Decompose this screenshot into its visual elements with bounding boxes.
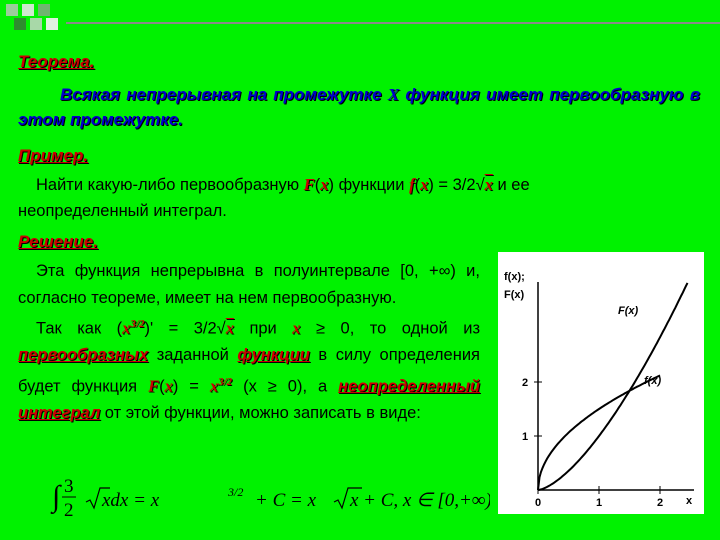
solution-p2-exp2: 3/2 [218, 375, 233, 388]
graph-xtick-label: 1 [596, 497, 603, 509]
solution-antiderivative-link[interactable]: первообразных [18, 346, 149, 364]
graph-xtick-label: 0 [535, 497, 542, 509]
graph-F-label: F(x) [618, 305, 639, 317]
solution-indefinite-integral-link[interactable]: неопределенный интеграл [18, 377, 481, 422]
graph-xtick-label: 2 [657, 497, 664, 509]
solution-p2-g: (x ≥ 0), [232, 377, 308, 395]
example-t2: функции [338, 176, 405, 194]
example-text: Найти какую-либо первообразную F(x) функции f(x) = 3/2√x и ее неопределенный интеграл. [18, 175, 530, 220]
formula-den: 2 [64, 500, 74, 521]
solution-text: Эта функция непрерывна в полуинтервале [0, +∞) и, согласно теореме, имеет на нем первообразную. Так как $(x^{3/2})' = 3/2√x$ при x ≥ 0, то одной из первообразных заданной функции в силу определения будет функция $F(x) = x^{3/2}$ (x ≥ 0), а неопределенный интеграл от этой функции, можно записать в виде: [18, 262, 481, 422]
formula-exp: 3/2 [228, 485, 244, 499]
solution-p2-Fx: x [164, 376, 173, 395]
example-x2: x [420, 175, 429, 194]
solution-p2-f: в силу определения будет функция [18, 346, 480, 395]
example-x3: x [484, 175, 493, 194]
example-f: f [409, 175, 415, 194]
example-t3: = 3/2√ [438, 176, 485, 194]
graph-ylabel-2: F(x) [504, 289, 525, 301]
solution-p1: Эта функция непрерывна в полуинтервале [0, +∞) и, согласно теореме, имеет на нем первообразную. [18, 262, 480, 307]
curve-F [538, 283, 688, 490]
formula-num: 3 [64, 476, 74, 497]
solution-p2-b: )' = 3/2√ [144, 319, 226, 338]
solution-p2-F: F [148, 376, 160, 395]
solution-p2-e: заданной [148, 346, 238, 364]
graph-ytick-label: 1 [522, 431, 529, 443]
formula-rest: xdx = x [102, 490, 160, 511]
theorem-text-a: Всякая непрерывная на промежутке [60, 85, 382, 104]
example-heading: Пример. [18, 146, 89, 165]
example-F: F [303, 175, 315, 194]
theorem-text-b: функция имеет первообразную в этом промежутке. [18, 85, 700, 129]
example-t4: и ее [497, 176, 530, 194]
theorem-text [18, 82, 700, 132]
theorem-heading: Теорема. [18, 52, 95, 71]
solution-p2-x: x [122, 318, 131, 338]
example-line2: неопределенный интеграл. [18, 202, 227, 220]
curve-f [538, 375, 660, 490]
solution-p2-a: Так как ( [36, 319, 123, 338]
solution-p2-x4: x [209, 376, 219, 395]
solution-p2-h: а [318, 377, 339, 395]
solution-p2-i: от этой функции, можно записать в виде: [100, 403, 421, 422]
solution-p2-x2: x [225, 318, 234, 338]
integral-formula [50, 474, 490, 524]
header-rule [66, 22, 720, 24]
solution-p2-x3: x [292, 318, 301, 338]
solution-p2-d: ≥ 0, то одной из [300, 319, 481, 338]
graph-panel [498, 252, 704, 514]
solution-heading: Решение. [18, 232, 98, 251]
theorem-x: X [387, 85, 400, 104]
decorative-squares [0, 0, 70, 36]
solution-p2-eq: = [178, 377, 210, 395]
graph-f-label: f(x) [644, 375, 662, 387]
solution-p2-c: при [233, 319, 293, 338]
solution-function-link[interactable]: функции [237, 346, 310, 364]
solution-p2-exp: 3/2 [130, 318, 145, 330]
formula-rest2: + C = x [255, 490, 316, 511]
example-t1: Найти какую-либо первообразную [36, 176, 300, 194]
formula-rest3: x + C, x ∈ [0,+∞). [350, 490, 490, 511]
example-x1: x [320, 175, 329, 194]
graph-ylabel-1: f(x); [504, 271, 525, 283]
integral-sign: ∫ [52, 480, 61, 513]
graph-ytick-label: 2 [522, 377, 529, 389]
graph-xlabel: x [686, 495, 693, 507]
